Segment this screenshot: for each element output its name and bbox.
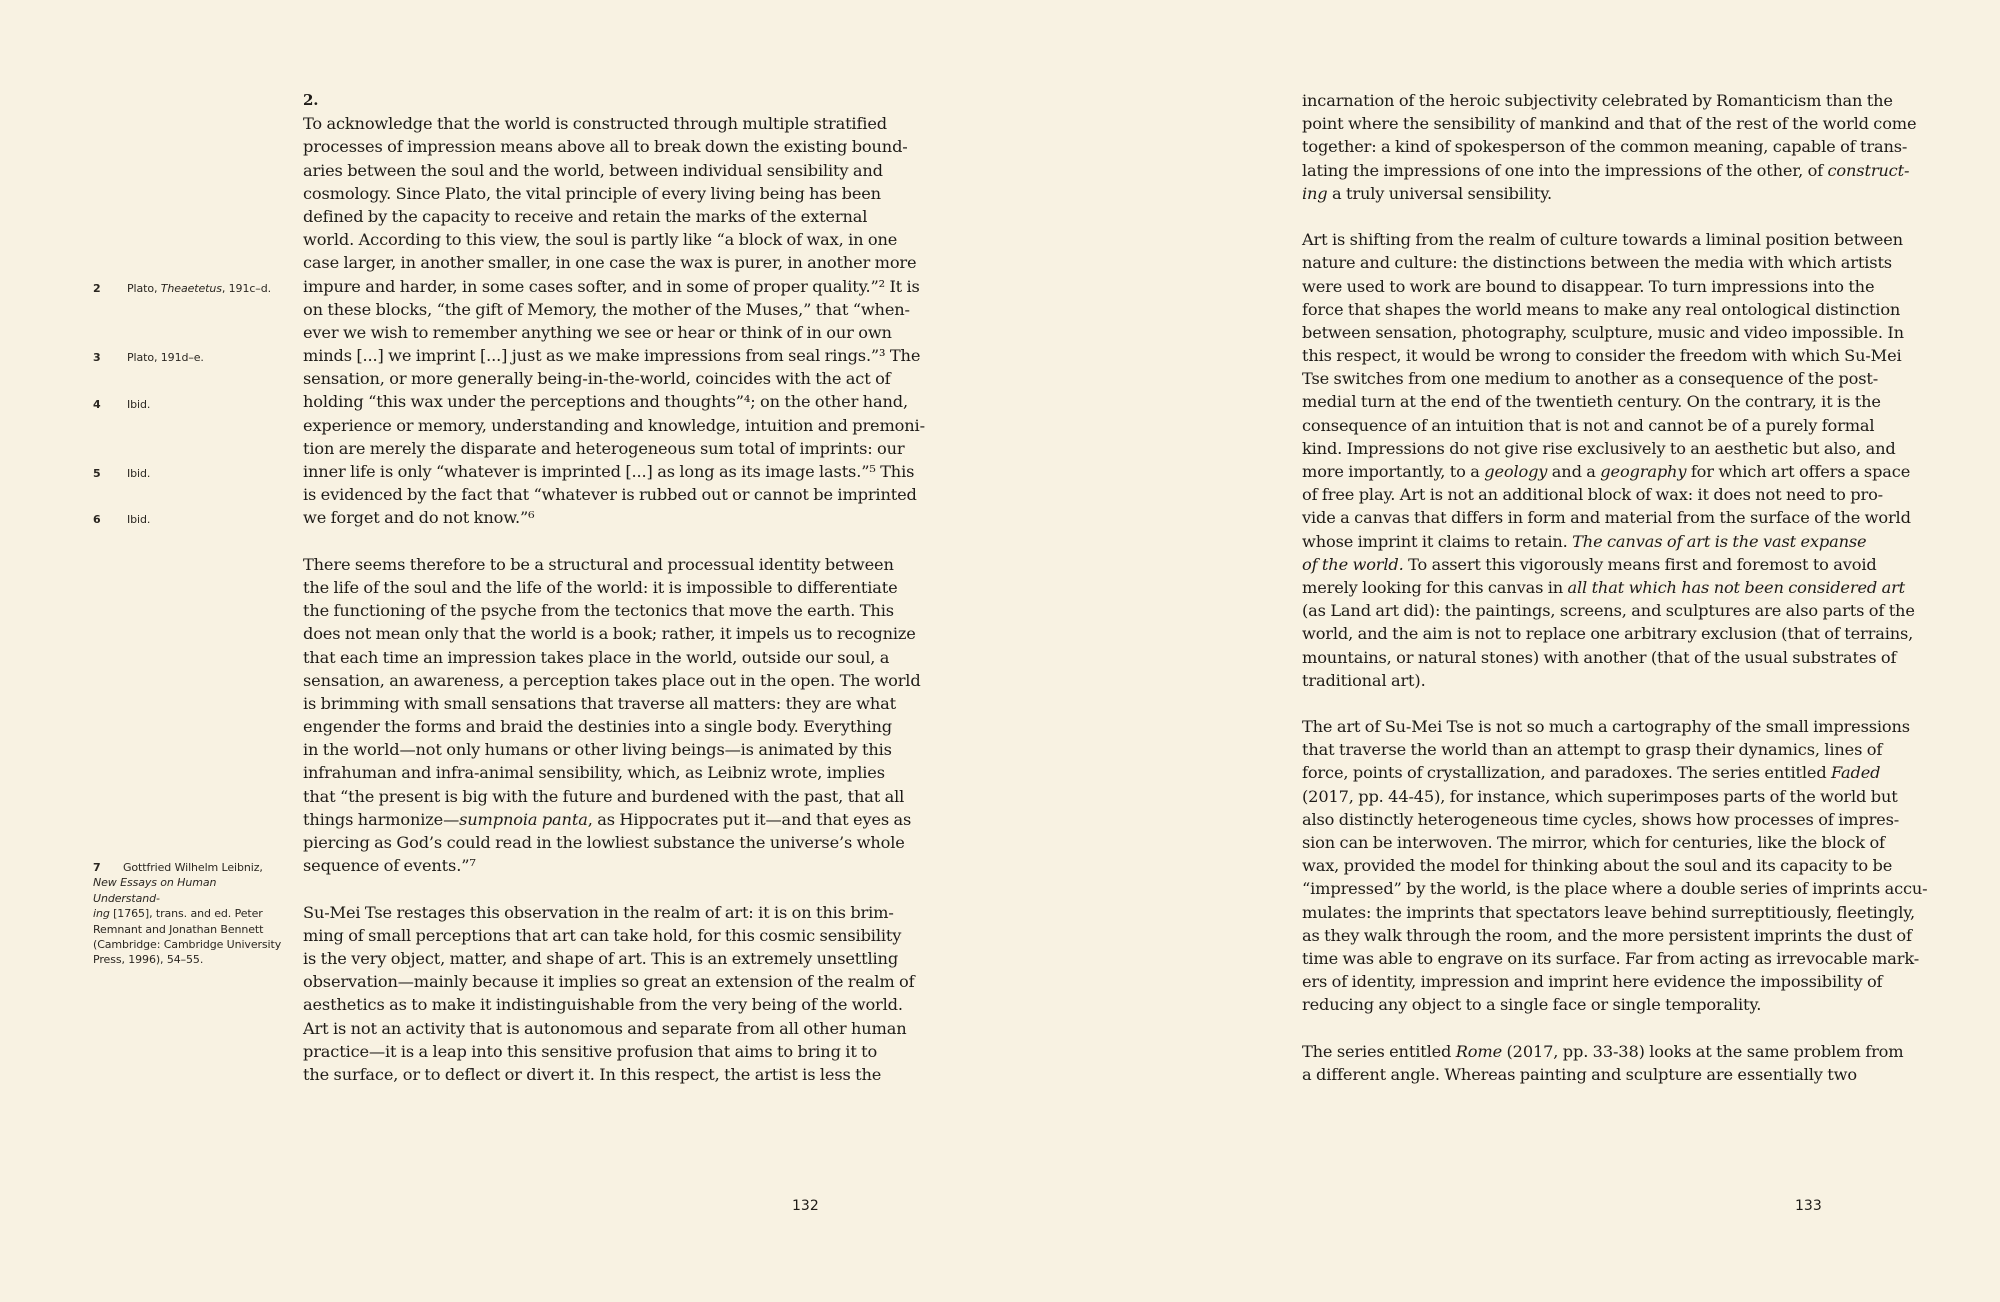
text-line: [1302, 1040, 1914, 1063]
text-line: the life of the soul and the life of the world: it is impossible to differentiate: [303, 577, 898, 597]
text-line: vide a canvas that differs in form and material from the surface of the world: [1302, 508, 1911, 528]
text-line: ers of identity, impression and imprint here evidence the impossibility of: [1302, 972, 1883, 992]
text-line: observation—mainly because it implies so great an extension of the realm of: [303, 972, 915, 992]
text-line: ever we wish to remember anything we see or hear or think of in our own: [303, 322, 892, 342]
text-line: does not mean only that the world is a book; rather, it impels us to recognize: [303, 624, 916, 644]
footnote-text: [1765], trans. and ed. Peter: [109, 907, 263, 921]
paragraph-1: [1302, 89, 1917, 205]
text-run: and a: [1547, 462, 1601, 481]
text-run: things harmonize—: [303, 809, 460, 829]
footnote-text: Plato, 191d–e.: [127, 351, 204, 364]
text-line: also distinctly heterogeneous time cycles, shows how processes of impres-: [1302, 809, 1900, 829]
text-line: sensation, or more generally being-in-the-world, coincides with the act of: [303, 369, 891, 389]
footnote-italic: ing: [93, 907, 110, 921]
text-line: time was able to engrave on its surface. Far from acting as irrevocable mark-: [1302, 948, 1920, 968]
text-line: a different angle. Whereas painting and sculpture are essentially two: [1302, 1064, 1857, 1084]
text-line: piercing as God’s could read in the lowliest substance the universe’s whole: [303, 833, 905, 852]
text-run: whose imprint it claims to retain.: [1302, 531, 1573, 551]
paragraph-2: [1302, 228, 1914, 692]
left-text-column: [303, 89, 925, 1086]
text-line: sensation, an awareness, a perception takes place out in the open. The world: [303, 670, 921, 690]
italic-text: geology: [1484, 462, 1548, 481]
text-line: [1302, 460, 1914, 483]
text-run: , as Hippocrates put it—and that eyes as: [587, 809, 912, 829]
text-line: that traverse the world than an attempt to grasp their dynamics, lines of: [1302, 740, 1883, 760]
text-line: Art is not an activity that is autonomous and separate from all other human: [303, 1018, 907, 1038]
footnote-6: [93, 512, 283, 527]
text-line: nature and culture: the distinctions between the media with which artists: [1302, 253, 1892, 273]
paragraph-gap: [303, 877, 915, 900]
footnote-number: 4: [93, 398, 101, 411]
footnote-number: 3: [93, 351, 101, 364]
text-line: To acknowledge that the world is constructed through multiple stratified: [303, 114, 887, 134]
text-line: sequence of events.”⁷: [303, 856, 476, 876]
text-line: (as Land art did): the paintings, screens, and sculptures are also parts of the: [1302, 601, 1915, 621]
paragraph-3: [1302, 715, 1928, 1016]
text-line: holding “this wax under the perceptions and thoughts”⁴; on the other hand,: [303, 392, 908, 412]
footnote-line: [93, 906, 283, 921]
text-run: more importantly, to a: [1302, 462, 1485, 481]
text-line: world, and the aim is not to replace one arbitrary exclusion (that of terrains,: [1302, 624, 1914, 644]
text-line: the functioning of the psyche from the tectonics that move the earth. This: [303, 601, 894, 621]
italic-text: Rome: [1455, 1041, 1503, 1061]
footnote-line: [93, 860, 283, 875]
text-line: wax, provided the model for thinking about the soul and its capacity to be: [1302, 856, 1893, 876]
text-line: defined by the capacity to receive and retain the marks of the external: [303, 206, 868, 226]
text-line: that “the present is big with the future and burdened with the past, that all: [303, 786, 905, 806]
text-line: engender the forms and braid the destinies into a single body. Everything: [303, 717, 892, 737]
text-line: is brimming with small sensations that traverse all matters: they are what: [303, 693, 896, 713]
text-run: for which art offers a space: [1686, 462, 1911, 481]
text-line: traditional art).: [1302, 670, 1426, 690]
footnote-number: 6: [93, 513, 101, 526]
footnote-number: 2: [93, 282, 101, 295]
footnote-text: , 191c–d.: [221, 282, 271, 295]
footnote-5: [93, 466, 283, 481]
footnote-text: Ibid.: [127, 513, 151, 526]
text-line: cosmology. Since Plato, the vital principle of every living being has been: [303, 183, 881, 203]
text-line: Su-Mei Tse restages this observation in the realm of art: it is on this brim-: [303, 902, 894, 922]
text-line: tion are merely the disparate and heterogeneous sum total of imprints: our: [303, 438, 905, 458]
footnote-number: 7: [93, 861, 101, 874]
footnote-line: Press, 1996), 54–55.: [93, 953, 204, 967]
section-number: 2.: [303, 91, 319, 109]
text-line: There seems therefore to be a structural and processual identity between: [303, 554, 894, 574]
text-line: aesthetics as to make it indistinguishable from the very being of the world.: [303, 995, 903, 1015]
italic-text: The canvas of art is the vast expanse: [1572, 531, 1867, 551]
text-line: is evidenced by the fact that “whatever is rubbed out or cannot be imprinted: [303, 485, 917, 505]
text-line: point where the sensibility of mankind and that of the rest of the world come: [1302, 114, 1917, 134]
italic-text: all that which has not been considered art: [1567, 577, 1906, 597]
footnote-text: Ibid.: [127, 467, 151, 480]
text-line: practice—it is a leap into this sensitive profusion that aims to bring it to: [303, 1041, 878, 1061]
footnote-text: Plato,: [127, 282, 161, 295]
text-line: is the very object, matter, and shape of art. This is an extremely unsettling: [303, 948, 899, 968]
text-line: experience or memory, understanding and knowledge, intuition and premoni-: [303, 415, 925, 435]
text-run: merely looking for this canvas in: [1302, 577, 1568, 597]
footnote-7: [93, 860, 283, 968]
footnote-line: Remnant and Jonathan Bennett: [93, 922, 264, 936]
text-line: medial turn at the end of the twentieth century. On the contrary, it is the: [1302, 392, 1881, 412]
text-line: Art is shifting from the realm of culture towards a liminal position between: [1302, 230, 1903, 250]
text-line: [1302, 182, 1914, 205]
text-run: lating the impressions of one into the impressions of the other, of: [1302, 160, 1828, 180]
footnote-text: Gottfried Wilhelm Leibniz,: [123, 861, 263, 874]
text-line: “impressed” by the world, is the place where a double series of imprints accu-: [1302, 879, 1928, 899]
text-line: [1302, 553, 1914, 576]
text-line: Tse switches from one medium to another as a consequence of the post-: [1302, 369, 1879, 389]
text-line: were used to work are bound to disappear. To turn impressions into the: [1302, 276, 1875, 296]
paragraph-1: [303, 112, 925, 529]
right-text-column: [1302, 89, 1928, 1086]
text-line: we forget and do not know.”⁶: [303, 508, 535, 528]
footnote-number: 5: [93, 467, 101, 480]
text-line: sion can be interwoven. The mirror, which for centuries, like the block of: [1302, 833, 1885, 852]
text-line: force that shapes the world means to make any real ontological distinction: [1302, 299, 1901, 319]
paragraph-4: [1302, 1040, 1914, 1086]
paragraph-3: [303, 901, 915, 1087]
text-run: The series entitled: [1302, 1041, 1456, 1061]
text-line: The art of Su-Mei Tse is not so much a cartography of the small impressions: [1302, 717, 1910, 737]
text-line: on these blocks, “the gift of Memory, the mother of the Muses,” that “when-: [303, 299, 910, 319]
italic-text: ing: [1302, 183, 1328, 203]
text-run: To assert this vigorously means first and foremost to avoid: [1403, 554, 1877, 574]
paragraph-2: [303, 553, 921, 878]
italic-text: sumpnoia panta: [459, 809, 588, 829]
italic-text: geography: [1600, 462, 1687, 481]
paragraph-gap: [303, 530, 915, 553]
paragraph-gap: [1302, 205, 1914, 228]
italic-text: construct-: [1827, 160, 1910, 180]
footnote-line: [93, 875, 283, 906]
text-line: in the world—not only humans or other living beings—is animated by this: [303, 740, 892, 760]
right-page: [1000, 0, 2000, 1302]
text-run: (2017, pp. 33-38) looks at the same problem from: [1502, 1041, 1904, 1061]
text-line: processes of impression means above all to break down the existing bound-: [303, 137, 908, 157]
text-line: the surface, or to deflect or divert it. In this respect, the artist is less the: [303, 1064, 882, 1084]
text-line: minds [...] we imprint [...] just as we make impressions from seal rings.”³ The: [303, 346, 921, 366]
text-line: aries between the soul and the world, between individual sensibility and: [303, 160, 883, 180]
text-line: of free play. Art is not an additional block of wax: it does not need to pro-: [1302, 485, 1883, 505]
text-line: reducing any object to a single face or single temporality.: [1302, 995, 1762, 1015]
text-line: kind. Impressions do not give rise exclusively to an aesthetic but also, and: [1302, 438, 1896, 458]
page-number: 133: [1795, 1198, 1822, 1214]
text-line: mulates: the imprints that spectators leave behind surreptitiously, fleetingly,: [1302, 902, 1916, 922]
text-line: inner life is only “whatever is imprinted [...] as long as its image lasts.”⁵ This: [303, 462, 915, 481]
footnote-2: [93, 281, 283, 296]
text-line: impure and harder, in some cases softer, and in some of proper quality.”² It is: [303, 276, 920, 296]
text-run: force, points of crystallization, and paradoxes. The series entitled: [1302, 763, 1832, 783]
text-line: consequence of an intuition that is not and cannot be of a purely formal: [1302, 415, 1875, 435]
text-line: that each time an impression takes place in the world, outside our soul, a: [303, 647, 890, 667]
text-line: incarnation of the heroic subjectivity celebrated by Romanticism than the: [1302, 91, 1893, 110]
text-run: a truly universal sensibility.: [1327, 183, 1553, 203]
footnote-text: Ibid.: [127, 398, 151, 411]
italic-text: of the world.: [1302, 554, 1404, 574]
text-line: [1302, 576, 1914, 599]
footnote-line: (Cambridge: Cambridge University: [93, 938, 282, 952]
text-line: [303, 808, 915, 831]
text-line: world. According to this view, the soul is partly like “a block of wax, in one: [303, 230, 898, 250]
text-line: [1302, 530, 1914, 553]
text-line: case larger, in another smaller, in one case the wax is purer, in another more: [303, 253, 917, 273]
text-line: infrahuman and infra-animal sensibility, which, as Leibniz wrote, implies: [303, 763, 885, 783]
text-line: as they walk through the room, and the more persistent imprints the dust of: [1302, 925, 1912, 945]
text-line: between sensation, photography, sculpture, music and video impossible. In: [1302, 322, 1904, 342]
paragraph-gap: [1302, 692, 1914, 715]
text-line: mountains, or natural stones) with another (that of the usual substrates of: [1302, 647, 1897, 667]
footnote-4: [93, 397, 283, 412]
page-number: 132: [792, 1198, 819, 1214]
footnote-3: [93, 350, 283, 365]
text-line: [1302, 761, 1914, 784]
footnote-italic: New Essays on Human Understand-: [93, 876, 217, 905]
text-line: this respect, it would be wrong to consider the freedom with which Su-Mei: [1302, 346, 1902, 366]
text-line: ming of small perceptions that art can take hold, for this cosmic sensibility: [303, 925, 902, 945]
text-line: [1302, 159, 1914, 182]
paragraph-gap: [1302, 1017, 1914, 1040]
text-line: (2017, pp. 44-45), for instance, which superimposes parts of the world but: [1302, 786, 1898, 806]
text-line: together: a kind of spokesperson of the common meaning, capable of trans-: [1302, 137, 1908, 157]
italic-text: Faded: [1831, 763, 1881, 783]
footnote-italic: Theaetetus: [160, 282, 222, 295]
